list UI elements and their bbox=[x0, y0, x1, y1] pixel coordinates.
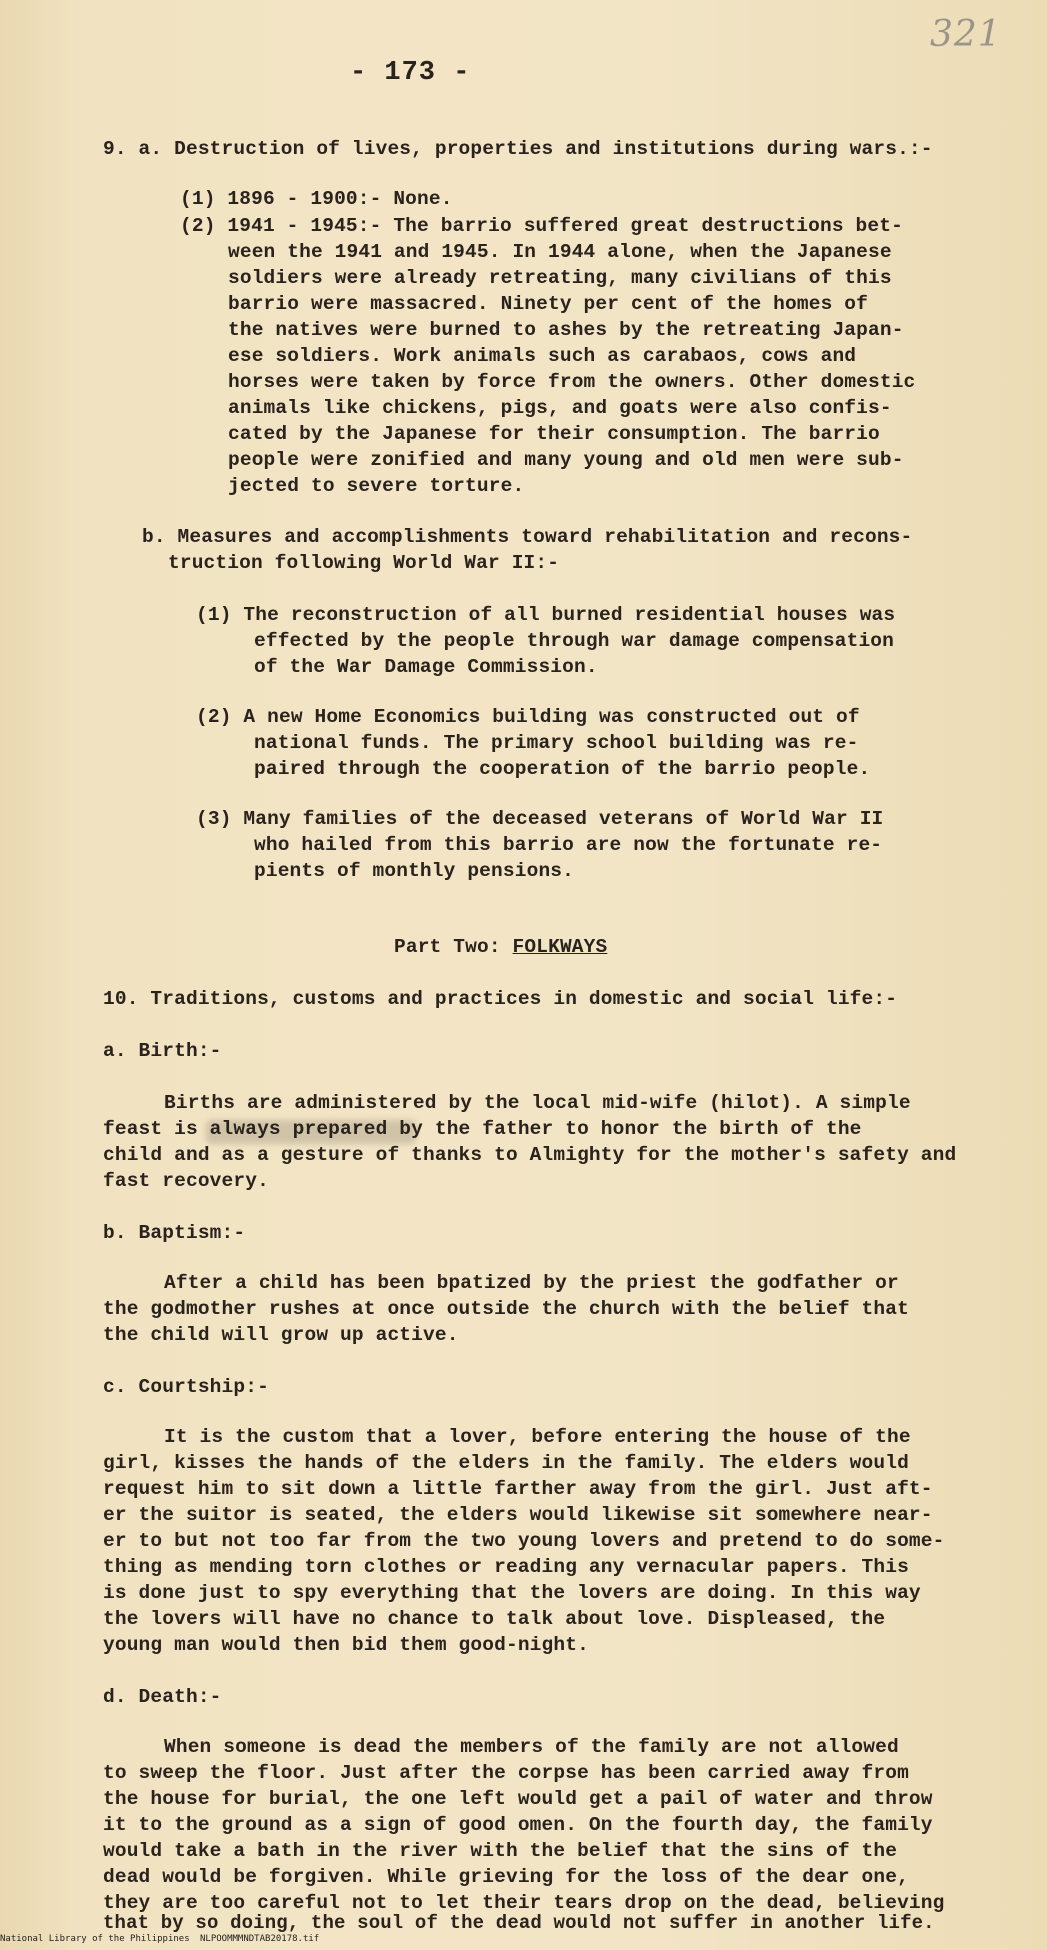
section-9a-item-2-line: ese soldiers. Work animals such as carabaos, cows and bbox=[228, 345, 857, 367]
courtship-paragraph-line: girl, kisses the hands of the elders in the family. The elders would bbox=[103, 1452, 909, 1474]
death-heading: d. Death:- bbox=[103, 1686, 222, 1708]
section-9a-item-2-line: animals like chickens, pigs, and goats were also confis- bbox=[228, 397, 892, 419]
courtship-paragraph-line: er to but not too far from the two young lovers and pretend to do some- bbox=[103, 1530, 945, 1552]
death-paragraph-line: that by so doing, the soul of the dead would not suffer in another life. bbox=[103, 1912, 935, 1934]
birth-paragraph-line: Births are administered by the local mid-wife (hilot). A simple bbox=[164, 1092, 911, 1114]
courtship-paragraph-line: is done just to spy everything that the lovers are doing. In this way bbox=[103, 1582, 921, 1604]
death-paragraph-line: they are too careful not to let their tears drop on the dead, believing bbox=[103, 1892, 945, 1914]
death-paragraph-line: the house for burial, the one left would get a pail of water and throw bbox=[103, 1788, 933, 1810]
baptism-paragraph-line: the child will grow up active. bbox=[103, 1324, 459, 1346]
section-9a-item-2-line: jected to severe torture. bbox=[228, 475, 525, 497]
courtship-paragraph-line: young man would then bid them good-night. bbox=[103, 1634, 589, 1656]
section-9a-item-1: (1) 1896 - 1900:- None. bbox=[180, 188, 453, 210]
part-two-title: FOLKWAYS bbox=[512, 936, 608, 958]
death-paragraph-line: When someone is dead the members of the family are not allowed bbox=[164, 1736, 899, 1758]
courtship-heading: c. Courtship:- bbox=[103, 1376, 269, 1398]
courtship-paragraph-line: er the suitor is seated, the elders would likewise sit somewhere near- bbox=[103, 1504, 933, 1526]
courtship-paragraph-line: request him to sit down a little farther away from the girl. Just aft- bbox=[103, 1478, 933, 1500]
section-10-heading: 10. Traditions, customs and practices in domestic and social life:- bbox=[103, 988, 898, 1010]
section-9a-item-2-line: the natives were burned to ashes by the retreating Japan- bbox=[228, 319, 904, 341]
section-9-heading: 9. a. Destruction of lives, properties and institutions during wars.:- bbox=[103, 138, 933, 160]
section-9a-item-2-line: people were zonified and many young and old men were sub- bbox=[228, 449, 904, 471]
section-9b-heading-line: truction following World War II:- bbox=[168, 552, 560, 574]
death-paragraph-line: would take a bath in the river with the belief that the sins of the bbox=[103, 1840, 898, 1862]
baptism-heading: b. Baptism:- bbox=[103, 1222, 246, 1244]
death-paragraph-line: dead would be forgiven. While grieving for the loss of the dear one, bbox=[103, 1866, 909, 1888]
courtship-paragraph-line: thing as mending torn clothes or reading any vernacular papers. This bbox=[103, 1556, 909, 1578]
footer-file-name: NLPOOMMMNDTAB20178.tif bbox=[200, 1934, 320, 1944]
courtship-paragraph-line: It is the custom that a lover, before entering the house of the bbox=[164, 1426, 911, 1448]
section-9b-item-3-line: who hailed from this barrio are now the fortunate re- bbox=[254, 834, 883, 856]
handwritten-page-number: 321 bbox=[930, 14, 1002, 55]
section-9b-item-1-line: of the War Damage Commission. bbox=[254, 656, 598, 678]
birth-paragraph-line: fast recovery. bbox=[103, 1170, 269, 1192]
part-two-prefix: Part Two: bbox=[394, 936, 501, 958]
death-paragraph-line: to sweep the floor. Just after the corpse has been carried away from bbox=[103, 1762, 909, 1784]
footer-library-name: National Library of the Philippines bbox=[0, 1934, 190, 1944]
section-9b-item-2-line: paired through the cooperation of the barrio people. bbox=[254, 758, 871, 780]
section-9b-item-3-line: pients of monthly pensions. bbox=[254, 860, 575, 882]
baptism-paragraph-line: After a child has been bpatized by the priest the godfather or bbox=[164, 1272, 899, 1294]
courtship-paragraph-line: the lovers will have no chance to talk about love. Displeased, the bbox=[103, 1608, 886, 1630]
section-9b-item-3-line: (3) Many families of the deceased veterans of World War II bbox=[196, 808, 884, 830]
section-9a-item-2-line: horses were taken by force from the owners. Other domestic bbox=[228, 371, 916, 393]
section-9b-item-2-line: national funds. The primary school building was re- bbox=[254, 732, 859, 754]
section-9a-item-2-line: ween the 1941 and 1945. In 1944 alone, when the Japanese bbox=[228, 241, 892, 263]
death-paragraph-line: it to the ground as a sign of good omen. On the fourth day, the family bbox=[103, 1814, 933, 1836]
section-9a-item-2-line: cated by the Japanese for their consumption. The barrio bbox=[228, 423, 880, 445]
section-9a-item-2-line: soldiers were already retreating, many civilians of this bbox=[228, 267, 892, 289]
section-9b-heading-line: b. Measures and accomplishments toward rehabilitation and recons- bbox=[142, 526, 913, 548]
page-number: - 173 - bbox=[350, 58, 471, 88]
section-9b-item-1-line: effected by the people through war damage compensation bbox=[254, 630, 895, 652]
birth-paragraph-line: child and as a gesture of thanks to Almighty for the mother's safety and bbox=[103, 1144, 957, 1166]
birth-paragraph-line: feast is always prepared by the father to honor the birth of the bbox=[103, 1118, 862, 1140]
birth-heading: a. Birth:- bbox=[103, 1040, 222, 1062]
section-9a-item-2-line: barrio were massacred. Ninety per cent of the homes of bbox=[228, 293, 869, 315]
section-9b-item-1-line: (1) The reconstruction of all burned residential houses was bbox=[196, 604, 896, 626]
section-9b-item-2-line: (2) A new Home Economics building was constructed out of bbox=[196, 706, 860, 728]
baptism-paragraph-line: the godmother rushes at once outside the church with the belief that bbox=[103, 1298, 909, 1320]
part-two-heading bbox=[394, 934, 607, 960]
section-9a-item-2-line: (2) 1941 - 1945:- The barrio suffered great destructions bet- bbox=[180, 215, 903, 237]
